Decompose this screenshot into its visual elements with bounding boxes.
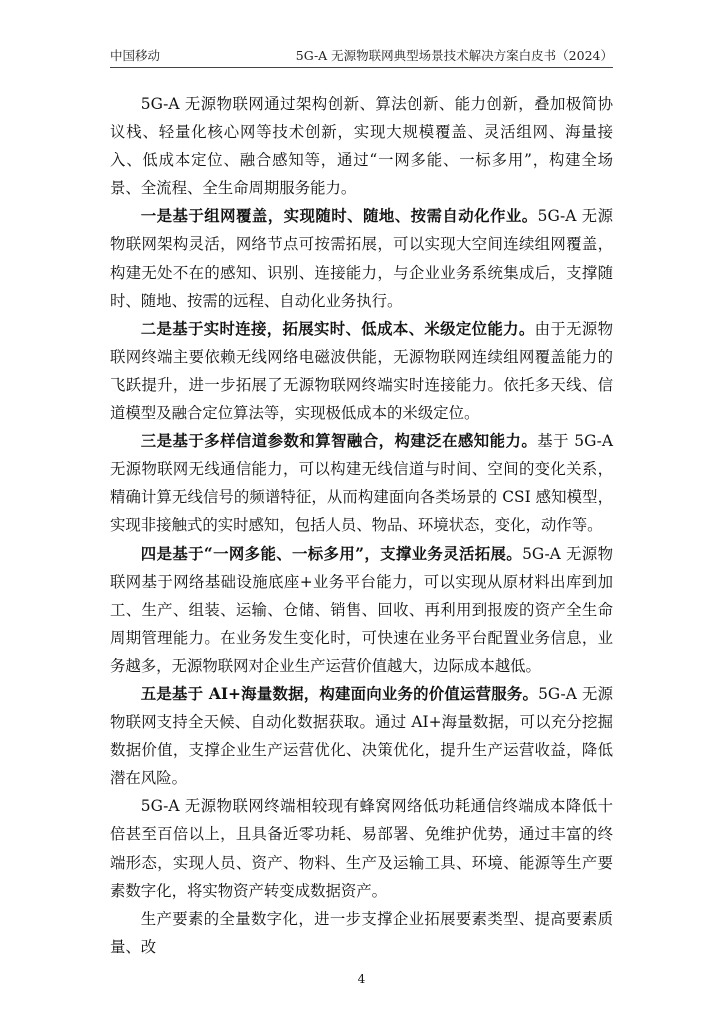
paragraph-lead: 二是基于实时连接，拓展实时、低成本、米级定位能力。 [140, 319, 535, 338]
page-header [110, 48, 613, 68]
paragraph [110, 792, 613, 904]
paragraph-text: 由于无源物联网终端主要依赖无线网络电磁波供能，无源物联网连续组网覆盖能力的飞跃提升，进一步拓展了无源物联网终端实时连接能力。依托多天线、信道模型及融合定位算法等，实现极低成本的米级定位。 [110, 319, 613, 423]
document-body [110, 90, 613, 961]
paragraph [110, 315, 613, 427]
paragraph [110, 680, 613, 792]
paragraph-lead: 一是基于组网覆盖，实现随时、随地、按需自动化作业。 [140, 207, 538, 226]
paragraph-text: 5G-A 无源物联网支持全天候、自动化数据获取。通过 AI+海量数据，可以充分挖掘数据价值，支撑企业生产运营优化、决策优化，提升生产运营收益，降低潜在风险。 [110, 684, 613, 788]
paragraph-text: 5G-A 无源物联网终端相较现有蜂窝网络低功耗通信终端成本降低十倍甚至百倍以上，且具备近零功耗、易部署、免维护优势，通过丰富的终端形态，实现人员、资产、物料、生产及运输工具、环境、能源等生产要素数字化，将实物资产转变成数据资产。 [110, 797, 613, 900]
header-doc-title: 5G-A 无源物联网典型场景技术解决方案白皮书（2024） [295, 48, 613, 63]
paragraph-text: 生产要素的全量数字化，进一步支撑企业拓展要素类型、提高要素质量、改 [110, 909, 613, 956]
paragraph-lead: 五是基于 AI+海量数据，构建面向业务的价值运营服务。 [140, 684, 539, 703]
paragraph-lead: 四是基于“一网多能、一标多用”，支撑业务灵活拓展。 [140, 544, 523, 563]
paragraph-text: 基于 5G-A 无源物联网无线通信能力，可以构建无线信道与时间、空间的变化关系，精确计算无线信号的频谱特征，从而构建面向各类场景的 CSI 感知模型，实现非接触式的实时感知，包括人员、物品、环境状态，变化，动作等。 [110, 432, 613, 535]
paragraph-text: 5G-A 无源物联网通过架构创新、算法创新、能力创新，叠加极简协议栈、轻量化核心网等技术创新，实现大规模覆盖、灵活组网、海量接入、低成本定位、融合感知等，通过“一网多能、一标多用”，构建全场景、全流程、全生命周期服务能力。 [110, 95, 613, 198]
paragraph-text: 5G-A 无源物联网架构灵活，网络节点可按需拓展，可以实现大空间连续组网覆盖，构建无处不在的感知、识别、连接能力，与企业业务系统集成后，支撑随时、随地、按需的远程、自动化业务执行。 [110, 207, 613, 310]
paragraph-lead: 三是基于多样信道参数和算智融合，构建泛在感知能力。 [140, 432, 538, 451]
paragraph [110, 202, 613, 314]
paragraph [110, 540, 613, 680]
paragraph-text: 5G-A 无源物联网基于网络基础设施底座+业务平台能力，可以实现从原材料出库到加工、生产、组装、运输、仓储、销售、回收、再利用到报废的资产全生命周期管理能力。在业务发生变化时，可快速在业务平台配置业务信息，业务越多，无源物联网对企业生产运营价值越大，边际成本越低。 [110, 544, 613, 675]
paragraph [110, 427, 613, 539]
page-number: 4 [357, 971, 366, 986]
paragraph [110, 905, 613, 961]
header-org: 中国移动 [110, 48, 161, 63]
paragraph [110, 90, 613, 202]
